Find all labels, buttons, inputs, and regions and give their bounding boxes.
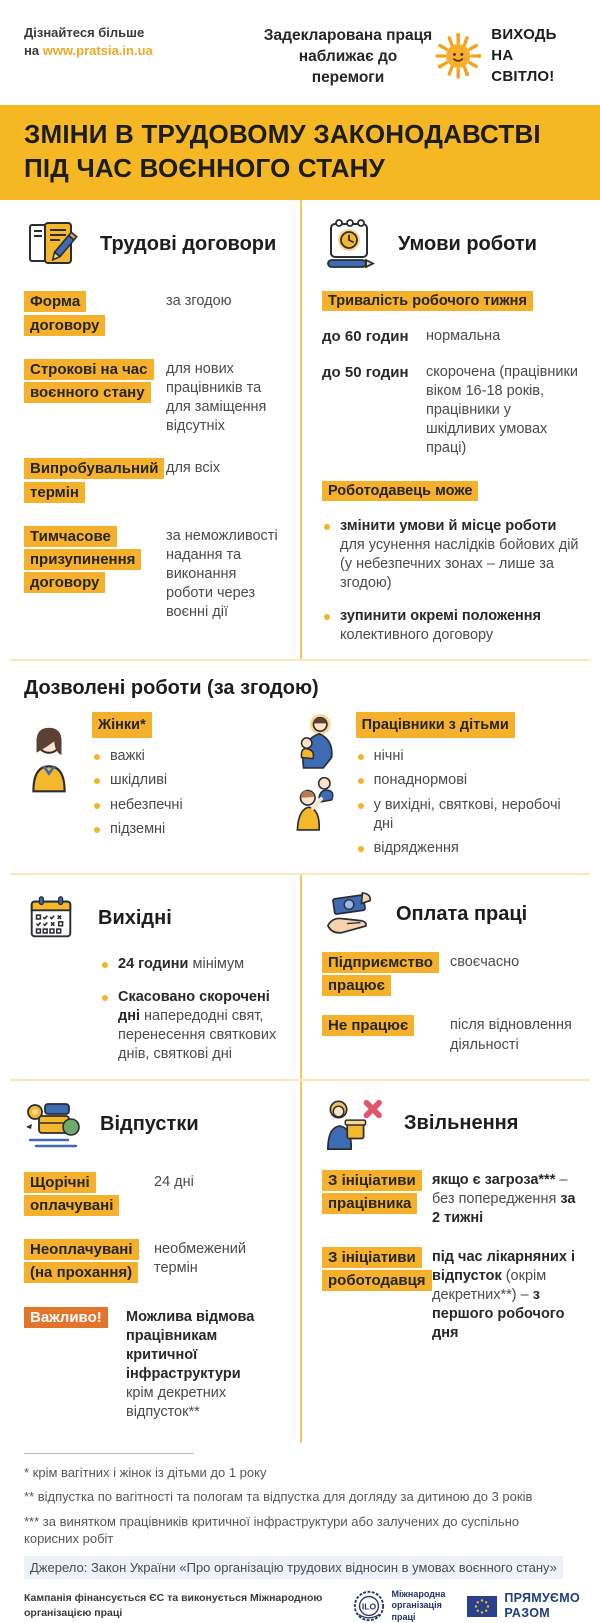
eu-flag-icon (467, 1596, 497, 1617)
learn-more (24, 24, 179, 59)
woman-icon (24, 720, 74, 796)
campaign-note: Кампанія фінансується ЄС та виконується Міжнародною організацією праці (24, 1592, 323, 1620)
allowed-parents-group (292, 712, 584, 863)
learn-more-line1: Дізнайтеся більше (24, 25, 145, 40)
bullet-bold: змінити умови й місце роботи (340, 517, 557, 534)
term-desc (422, 1169, 584, 1228)
title-banner (0, 105, 600, 201)
list-item (322, 607, 584, 645)
list-item: підземні (92, 820, 183, 839)
women-list (92, 747, 183, 839)
list-item: у вихідні, святкові, неробочі дні (356, 796, 584, 834)
row-vacations-dismissal (0, 1081, 600, 1444)
desc-bold: з першого робочого дня (432, 1287, 565, 1342)
important-label: Важливо! (24, 1307, 108, 1328)
term-desc: після відновлення діяльності (450, 1017, 572, 1053)
vacation-icon (24, 1097, 80, 1153)
important-row (24, 1306, 286, 1423)
footer (0, 1579, 600, 1623)
weekend-calendar-icon (24, 891, 78, 945)
bullet-rest: мінімум (188, 955, 245, 972)
term-row (322, 1014, 584, 1054)
term-label: Підприємство працює (322, 952, 439, 996)
list-item: важкі (92, 747, 183, 766)
row-weekends-pay (0, 875, 600, 1079)
dismissal-icon (322, 1097, 384, 1151)
bullet-bold: 24 години (118, 955, 189, 972)
footnote-rule (24, 1453, 194, 1454)
section-weekends (0, 875, 300, 1079)
term-row (24, 457, 286, 504)
dismissal-title: Звільнення (404, 1112, 519, 1135)
term-row (24, 358, 286, 437)
ilo-line2: організація (391, 1600, 442, 1611)
contracts-title: Трудові договори (100, 233, 277, 256)
employer-can-header: Роботодавець може (322, 481, 478, 501)
eu-line1: ПРЯМУЄМО (504, 1591, 580, 1606)
footnote: *** за винятком працівників критичної інфраструктури або залучених до суспільно корисних робіт (24, 1513, 520, 1546)
list-item (322, 517, 584, 594)
list-item: нічні (356, 747, 584, 766)
term-row (322, 1169, 584, 1228)
vacations-title: Відпустки (100, 1113, 199, 1136)
eu-text (504, 1591, 580, 1621)
important-bold: Можлива відмова працівникам критичної інфраструктури (126, 1308, 255, 1382)
desc-regular: – без попередження (432, 1171, 568, 1207)
term-row (322, 327, 584, 347)
bullet-rest: для усунення наслідків бойових дій (у небезпечних зонах – лише за згодою) (340, 536, 579, 592)
row-contracts-conditions (0, 200, 600, 659)
sun-icon (433, 30, 483, 82)
brand-text (491, 24, 578, 87)
employer-can-list (322, 517, 584, 646)
slogan-line2: наближає до перемоги (298, 47, 398, 86)
footnote: ** відпустка по вагітності та пологам та відпустка для догляду за дитиною до 3 років (24, 1489, 533, 1505)
term-row (322, 363, 584, 459)
term-desc: необмежений термін (154, 1241, 246, 1277)
term-label: Не працює (322, 1015, 414, 1036)
term-label: до 60 годин (322, 327, 409, 345)
brand-line2: НА СВІТЛО! (491, 47, 555, 85)
conditions-title: Умови роботи (398, 233, 537, 256)
weekends-title: Вихідні (98, 906, 172, 929)
list-item: понаднормові (356, 771, 584, 790)
weekends-list (100, 955, 286, 1065)
work-conditions-icon (322, 216, 378, 272)
ilo-text (392, 1589, 446, 1623)
term-label: Строкові на час воєнного стану (24, 359, 154, 403)
desc-bold: якщо є загроза*** (432, 1171, 556, 1188)
bullet-bold: Скасовано скорочені дні (118, 989, 270, 1025)
term-row (24, 290, 286, 337)
list-item: відрядження (356, 839, 584, 858)
term-desc: 24 дні (154, 1173, 194, 1190)
page-title-line1: ЗМІНИ В ТРУДОВОМУ ЗАКОНОДАВСТВІ (24, 118, 541, 149)
desc-bold: за 2 тижні (432, 1190, 576, 1226)
list-item: шкідливі (92, 771, 183, 790)
term-label: З ініціативи працівника (322, 1170, 422, 1214)
source-note: Джерело: Закон України «Про організацію трудових відносин в умовах воєнного стану» (24, 1556, 563, 1579)
footnote: * крім вагітних і жінок із дітьми до 1 року (24, 1465, 267, 1481)
section-vacations (0, 1081, 300, 1444)
term-desc (422, 1246, 584, 1344)
list-item (100, 955, 286, 974)
ilo-line3: праці (391, 1611, 416, 1622)
brand-logo (433, 24, 578, 87)
ilo-logo (352, 1589, 446, 1623)
term-row (24, 525, 286, 623)
term-desc: за згодою (166, 293, 232, 310)
header (0, 0, 600, 105)
important-rest: крім декретних відпусток** (126, 1385, 227, 1421)
brand-line1: ВИХОДЬ (491, 26, 557, 43)
term-label: Тимчасове призупинення договору (24, 526, 141, 594)
term-row (322, 951, 584, 998)
term-desc: для нових працівників та для заміщення відсутніх (166, 360, 267, 435)
important-desc (116, 1306, 286, 1423)
term-label: до 50 годин (322, 363, 409, 381)
ilo-line1: Міжнародна (391, 1589, 446, 1600)
term-label: Форма договору (24, 291, 105, 335)
eu-logo (467, 1591, 580, 1621)
section-contracts (0, 200, 300, 659)
section-dismissal (300, 1081, 600, 1444)
slogan (263, 26, 433, 89)
list-item: небезпечні (92, 796, 183, 815)
week-duration-header: Тривалість робочого тижня (322, 291, 533, 311)
term-label: Випробувальний термін (24, 458, 164, 502)
slogan-line1: Задекларована праця (263, 27, 433, 44)
contract-icon (24, 216, 80, 272)
svg-text:ILO: ILO (361, 1601, 376, 1612)
term-desc: скорочена (працівники віком 16-18 років, працівники у шкідливих умовах праці) (426, 363, 578, 457)
page-title-line2: ПІД ЧАС ВОЄННОГО СТАНУ (24, 152, 386, 183)
term-label: Неоплачувані (на прохання) (24, 1239, 139, 1283)
bullet-rest: напередодні свят, перенесення святкових днів, святкові дні (118, 1008, 277, 1063)
pratsia-link[interactable]: www.pratsia.in.ua (42, 42, 153, 58)
parents-list (356, 747, 584, 858)
list-item (100, 988, 286, 1065)
pay-title: Оплата праці (396, 902, 528, 925)
eu-line2: РАЗОМ (504, 1606, 550, 1621)
bullet-rest: колективного договору (340, 627, 494, 644)
mother-with-baby-icon (292, 712, 338, 770)
father-lifting-baby-icon (292, 774, 338, 832)
footnotes (0, 1443, 600, 1579)
parents-label: Працівники з дітьми (356, 712, 515, 738)
term-row (24, 1171, 286, 1218)
term-desc: нормальна (426, 327, 501, 344)
term-label: Щорічні оплачувані (24, 1172, 119, 1216)
bullet-bold: зупинити окремі положення (340, 608, 541, 625)
learn-more-line2 (24, 42, 179, 60)
term-row (24, 1238, 286, 1285)
term-label: З ініціативи роботодавця (322, 1247, 432, 1291)
term-desc: для всіх (166, 460, 221, 477)
section-pay (300, 875, 600, 1079)
desc-regular: (окрім декретних**) – (432, 1268, 547, 1304)
women-label: Жінки* (92, 712, 152, 738)
allowed-women-group (24, 712, 292, 863)
section-conditions (300, 200, 600, 659)
term-desc: за неможливості надання та виконання роботи через воєнні дії (166, 527, 278, 621)
ilo-emblem-icon (352, 1589, 386, 1623)
term-desc: своєчасно (450, 953, 520, 970)
desc-bold: під час лікарняних і відпусток (432, 1248, 576, 1285)
learn-more-prefix: на (24, 42, 43, 58)
payment-hands-icon (322, 891, 376, 937)
allowed-works-title: Дозволені роботи (за згодою) (24, 677, 319, 700)
section-allowed-works (0, 661, 600, 872)
term-row (322, 1246, 584, 1344)
